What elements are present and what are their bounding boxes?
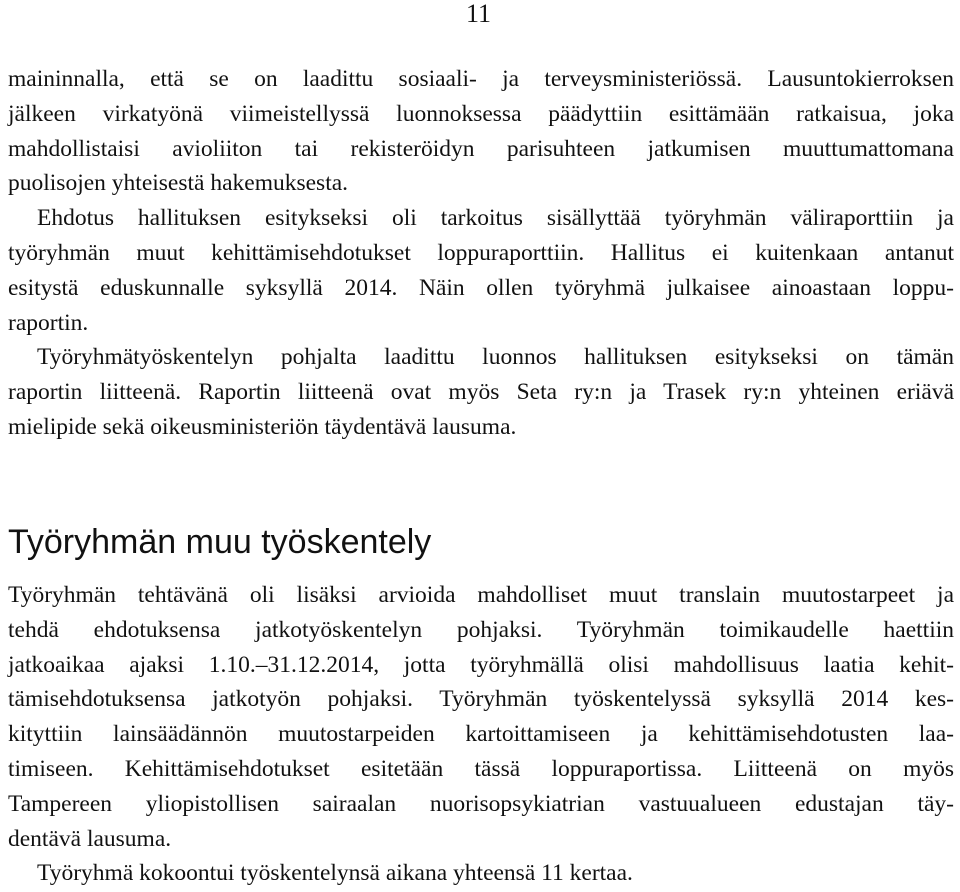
section-work-text <box>8 578 954 891</box>
text-line: tämisehdotuksensa jatkotyön pohjaksi. Työryhmän työskentelyssä syksyllä 2014 kes- <box>8 686 954 713</box>
text-line: jatkoaikaa ajaksi 1.10.–31.12.2014, jotta työryhmällä olisi mahdollisuus laatia kehit- <box>8 651 954 678</box>
text-line: raportin liitteenä. Raportin liitteenä ovat myös Seta ry:n ja Trasek ry:n yhteinen eriävä <box>8 379 954 406</box>
text-line: Työryhmätyöskentelyn pohjalta laadittu luonnos hallituksen esitykseksi on tämän <box>37 344 954 371</box>
text-line: työryhmän muut kehittämisehdotukset loppuraporttiin. Hallitus ei kuitenkaan antanut <box>8 239 954 266</box>
text-line: Työryhmän tehtävänä oli lisäksi arvioida mahdolliset muut translain muutostarpeet ja <box>8 582 954 608</box>
text-line: maininnalla, että se on laadittu sosiaali- ja terveysministeriössä. Lausuntokierroksen <box>8 66 954 92</box>
text-line: timiseen. Kehittämisehdotukset esitetään tässä loppuraportissa. Liitteenä on myös <box>8 755 954 782</box>
text-line: mahdollistaisi avioliiton tai rekisteröidyn parisuhteen jatkumisen muuttumattomana <box>8 135 954 162</box>
text-line: raportin. <box>8 309 89 336</box>
text-line: Työryhmä kokoontui työskentelynsä aikana yhteensä 11 kertaa. <box>37 860 633 887</box>
text-line: mielipide sekä oikeusministeriön täydentävä lausuma. <box>8 413 517 440</box>
text-line: Ehdotus hallituksen esitykseksi oli tarkoitus sisällyttää työryhmän väliraporttiin ja <box>37 205 954 232</box>
text-line: puolisojen yhteisestä hakemuksesta. <box>8 170 349 197</box>
section-heading: Työryhmän muu työskentely <box>8 523 432 561</box>
text-line: tehdä ehdotuksensa jatkotyöskentelyn pohjaksi. Työryhmän toimikaudelle haettiin <box>8 616 954 643</box>
page-number: 11 <box>466 0 492 28</box>
text-line: kityttiin lainsäädännön muutostarpeiden kartoittamiseen ja kehittämisehdotusten laa- <box>8 721 954 748</box>
text-line: Tampereen yliopistollisen sairaalan nuorisopsykiatrian vastuualueen edustajan täy- <box>8 790 954 817</box>
text-line: jälkeen virkatyönä viimeistellyssä luonnoksessa päädyttiin esittämään ratkaisua, joka <box>8 100 954 127</box>
section-intro-text <box>8 62 954 445</box>
text-line: dentävä lausuma. <box>8 825 172 852</box>
text-line: esitystä eduskunnalle syksyllä 2014. Näin ollen työryhmä julkaisee ainoastaan loppu- <box>8 274 954 301</box>
